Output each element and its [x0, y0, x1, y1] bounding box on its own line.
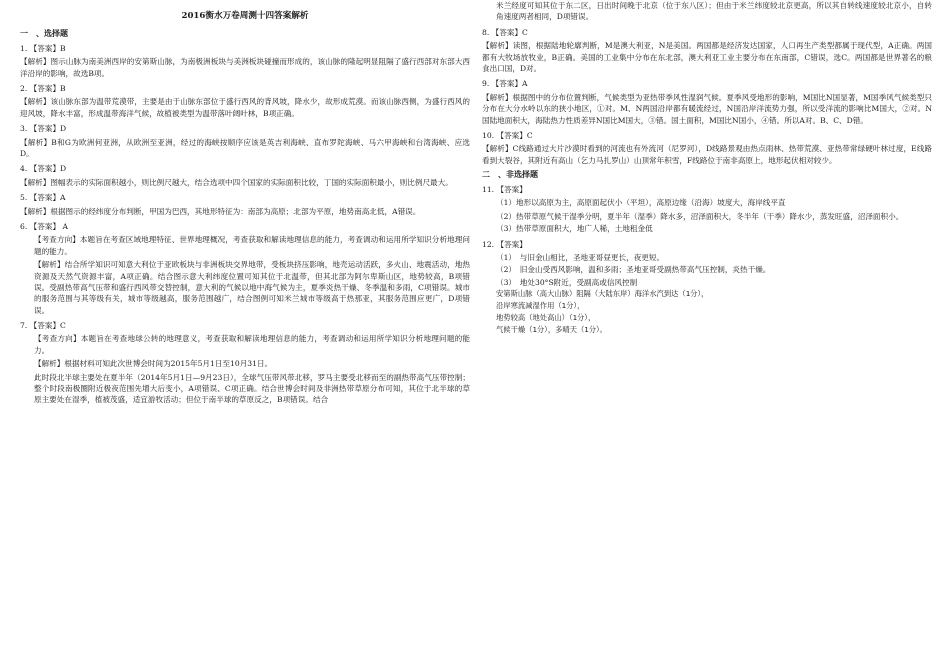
section-heading: 二 、非选择题 [482, 169, 538, 180]
explanation-paragraph: 【解析】根据图示的经纬度分布判断，甲国为巴西，其地形特征为：南部为高原；北部为平原，地势南高北低，A错误。 [20, 206, 421, 216]
answer-item: （2） 旧金山受西风影响，温和多雨；圣地亚哥受副热带高气压控制，炎热干燥。 [496, 265, 771, 275]
answer-label: 8. 【答案】C [482, 27, 528, 37]
answer-label: 5. 【答案】A [20, 193, 66, 203]
handwritten-answer-line: 安第斯山脉（高大山脉）阻隔（大陆东岸）海洋水汽到达（1分）， [496, 289, 709, 299]
answer-label: 10. 【答案】C [482, 130, 533, 140]
indented-paragraph: 米兰经度可知其位于东二区，日出时间晚于北京（位于东八区）；但由于米兰纬度较北京更高，所以其自转线速度较北京小，自转角速度两者相同，D项错误。 [496, 1, 932, 22]
indented-paragraph: 【解析】结合所学知识可知意大利位于亚欧板块与非洲板块交界地带，受板块挤压影响，地壳运动活跃，多火山、地震活动，地热资源及天然气资源丰富，A项正确。结合图示意大利纬度位置可知其位于北温带，但其北部为阿尔卑斯山区，地势较高，B项错误。受副热带高气压带和盛行西风带交替控制，意大利的气候以地中海气候为主，夏季炎热干燥、冬季温和多雨，C项错误。城市的服务范围与其等级有关，城市等级越高，服务范围越广，结合图例可知米兰城市等级高于热那亚，其服务范围应更广，D项错误。 [34, 260, 470, 315]
answer-item: （1） 与旧金山相比，圣地亚哥昼更长，夜更短。 [496, 253, 665, 263]
explanation-paragraph: 【解析】根据图中的分布位置判断，气候类型为亚热带季风性湿润气候。夏季风受地形的影响，M国比N国显著，M国季风气候类型只分布在大分水岭以东的狭小地区，①对。M、N两国沿岸都有暖流经过，N国沿岸洋流势力强，所以受洋流的影响比M国大，②对。N国陆地面积大，海陆热力性质差异N国比M国大，③错。国土面积，M国比N国小，④错。所以A对。B、C、D错。 [482, 92, 932, 125]
answer-label: 4. 【答案】D [20, 164, 67, 174]
answer-item: （3）热带草原面积大，地广人稀，土地租金低 [496, 224, 653, 234]
explanation-paragraph: 【解析】该山脉东部为温带荒漠带，主要是由于山脉东部位于盛行西风的背风坡，降水少，故形成荒漠。而该山脉西侧，为盛行西风的迎风坡，降水丰富，形成温带海洋气候，故植被类型为温带落叶阔叶林，B项正确。 [20, 97, 470, 118]
answer-label: 7. 【答案】C [20, 321, 66, 331]
indented-paragraph: （1）地形以高原为主，高原面起伏小（平坦），高原边缘（沿海）坡度大，海岸线平直 [496, 198, 786, 208]
indented-paragraph: 【解析】根据材料可知此次世博会时间为2015年5月1日至10月31日。 [34, 359, 273, 369]
answer-label: 3. 【答案】D [20, 124, 67, 134]
answer-label: 6. 【答案】 A [20, 221, 68, 231]
explanation-paragraph: 【解析】图幅表示的实际面积越小，则比例尺越大，结合选项中四个国家的实际面积比较，丁国的实际面积最小，则比例尺最大。 [20, 177, 453, 187]
indented-paragraph: 【考查方向】本题旨在考查地球公转的地理意义，考查获取和解读地理信息的能力，考查调动和运用所学知识分析地理问题的能力。 [34, 334, 470, 355]
explanation-paragraph: 【解析】图示山脉为南美洲西岸的安第斯山脉，为南极洲板块与美洲板块碰撞而形成的，该山脉的隆起明显阻隔了盛行西部对东部大西洋沿岸的影响，故选B项。 [20, 57, 470, 78]
section-heading: 一 、选择题 [20, 27, 68, 38]
handwritten-answer-line: 气候干燥（1分），多晴天（1分）。 [496, 325, 607, 335]
answer-item: （2）热带草原气候干湿季分明，夏半年（湿季）降水多，沼泽面积大，冬半年（干季）降水少，蒸发旺盛，沼泽面积小。 [496, 211, 904, 221]
answer-label: 11. 【答案】 [482, 185, 527, 195]
answer-label: 1. 【答案】B [20, 43, 66, 53]
handwritten-answer-line: 沿岸寒流减湿作用（1分）， [496, 301, 585, 311]
explanation-paragraph: 【解析】读图，根据陆地轮廓判断，M是澳大利亚，N是美国。两国都是经济发达国家，人口再生产类型都属于现代型，A正确。两国都有大牧场放牧业，B正确。美国的工业集中分布在东北部，澳大利亚工业主要分布在东南部，C错误，选C。两国都是世界著名的粮食出口国，D对。 [482, 41, 932, 73]
answer-label: 2. 【答案】B [20, 84, 66, 94]
page-title: 2016衡水万卷周测十四答案解析 [181, 11, 309, 21]
explanation-paragraph: 【解析】B和G为欧洲何亚洲，从欧洲至亚洲，经过的海峡按顺序应该是英吉利海峡、直布罗陀海峡、马六甲海峡和台湾海峡、应选D。 [20, 137, 470, 159]
indented-paragraph: 【考查方向】本题旨在考查区域地理特征、世界地理概况，考查获取和解读地理信息的能力，考查调动和运用所学知识分析地理问题的能力。 [34, 235, 470, 256]
indented-paragraph: 此时段北半球主要处在夏半年（2014年5月1日—9月23日），全球气压带风带北移，罗马主要受北移而至的副热带高气压带控制；整个时段南极圈附近极夜范围先增大后变小，A项错误、C项正确。结合世博会时间及非洲热带草原分布可知，其位于北半球的草原主要处在湿季，植被茂盛，适宜游牧活动；但位于南半球的草原反之，B项错误。结合 [34, 372, 470, 405]
left-column [20, 0, 470, 408]
right-column [482, 0, 932, 337]
answer-label: 9. 【答案】A [482, 79, 528, 89]
answer-item: （3） 地处30°S附近，受副高或信风控制 [496, 277, 638, 287]
explanation-paragraph: 【解析】C线路通过大片沙漠时看到的河流也有外流河（尼罗河），D线路景观由热点雨林、热带荒漠、亚热带常绿硬叶林过度，E线路看到大裂谷，其附近有高山（乞力马扎罗山）山顶常年积雪，F线路位于南非高原上，地形起伏相对较少。 [482, 144, 932, 165]
handwritten-answer-line: 地势较高（地处高山）（1分）， [496, 313, 596, 323]
answer-label: 12. 【答案】 [482, 239, 527, 249]
